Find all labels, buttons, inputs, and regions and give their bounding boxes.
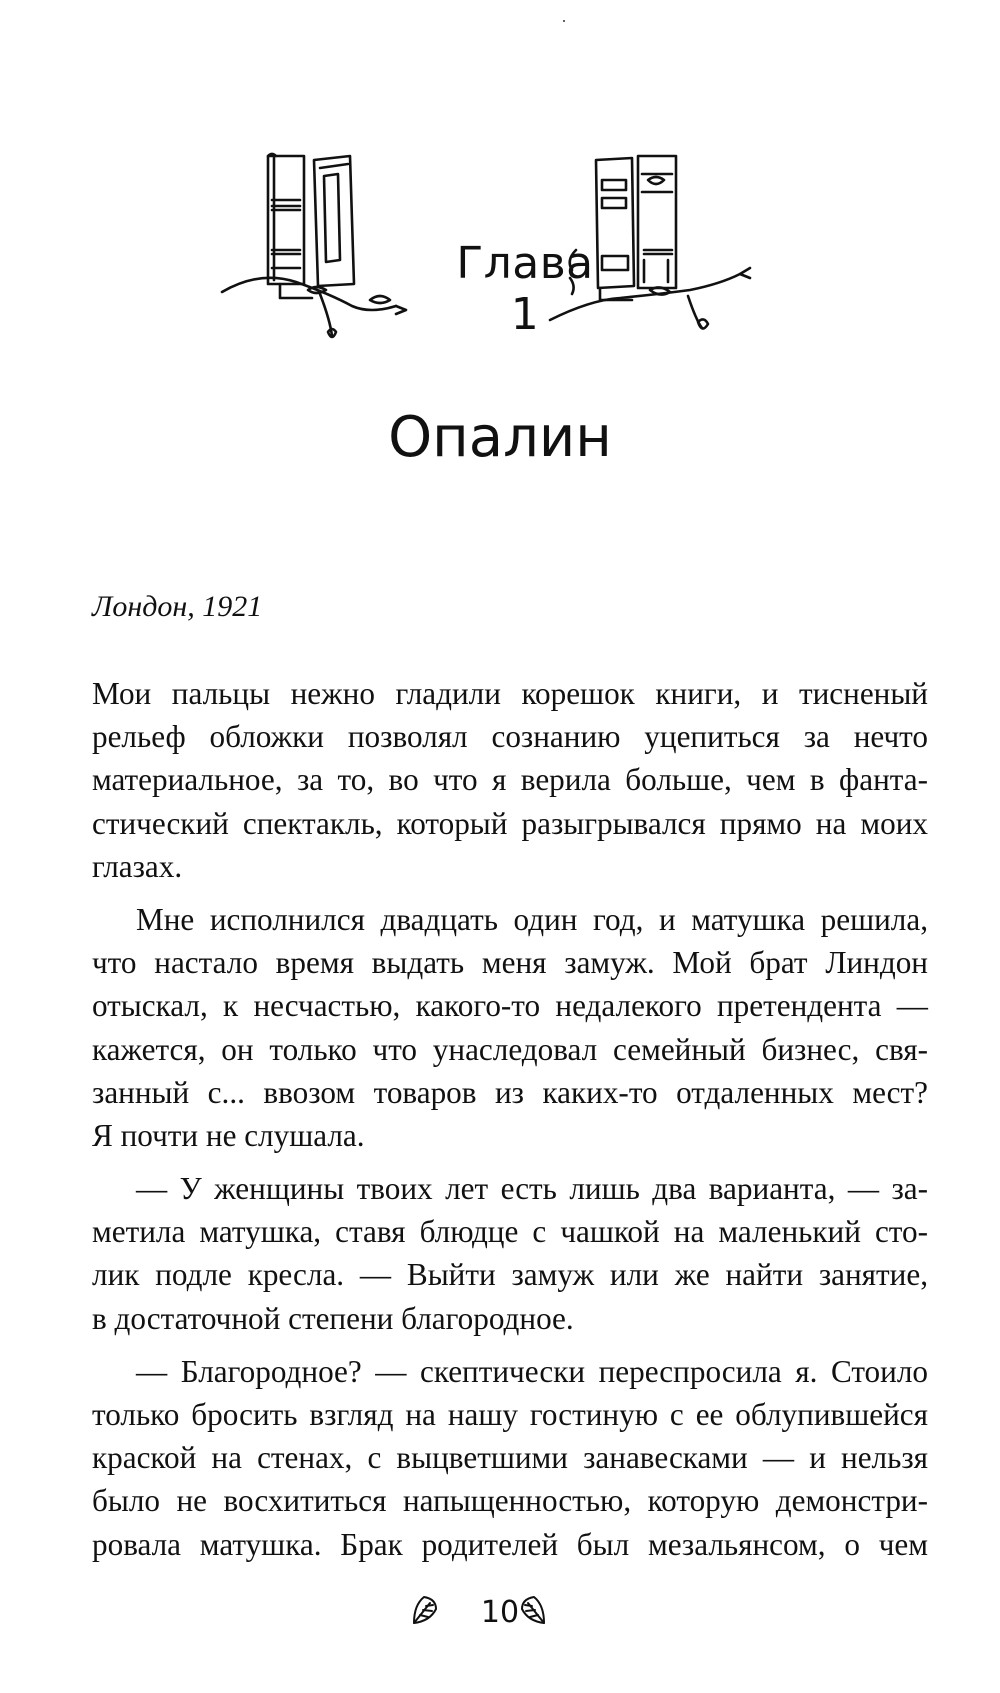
text-line: — У женщины твоих лет есть лишь два варианта, — за- [136, 1171, 928, 1207]
leaf-ornament-icon [518, 1593, 548, 1627]
text-line: отыскал, к несчастью, какого-то недалекого претендента — [92, 988, 928, 1024]
chapter-heading [220, 150, 820, 370]
dateline: Лондон, 1921 [92, 590, 263, 623]
text-line: в достаточной степени благородное. [92, 1300, 574, 1336]
text-line: — Благородное? — скептически переспросила я. Стоило [136, 1353, 928, 1389]
text-line: занный с... ввозом товаров из каких-то отдаленных мест? [92, 1074, 928, 1110]
text-line: только бросить взгляд на нашу гостиную с ее облупившейся [92, 1397, 928, 1432]
text-line: рельеф обложки позволял сознанию уцепиться за нечто [92, 719, 928, 755]
chapter-title: Опалин [388, 405, 612, 470]
leaf-ornament-icon [410, 1593, 440, 1627]
text-line: кажется, он только что унаследовал семейный бизнес, свя- [92, 1031, 928, 1067]
body-text [92, 672, 928, 1566]
text-line: материальное, за то, во что я верила больше, чем в фанта- [92, 762, 928, 798]
text-line: было не восхититься напыщенностью, которую демонстри- [92, 1483, 928, 1519]
text-line: что настало время выдать меня замуж. Мой брат Линдон [92, 945, 928, 981]
text-line: краской на стенах, с выцветшими занавесками — и нельзя [92, 1440, 928, 1476]
page-footer [0, 1585, 1000, 1645]
text-line: Я почти не слушала. [92, 1117, 365, 1153]
print-speck [563, 20, 565, 22]
text-line: метила матушка, ставя блюдце с чашкой на маленький сто- [92, 1214, 928, 1250]
text-line: ровала матушка. Брак родителей был мезальянсом, о чем [92, 1526, 928, 1562]
paragraph [92, 1350, 928, 1566]
text-line: стический спектакль, который разыгрывался прямо на моих [92, 805, 928, 841]
text-line: Мои пальцы нежно гладили корешок книги, и тисненый [92, 676, 928, 711]
paragraph [92, 898, 928, 1157]
text-line: Мне исполнился двадцать один год, и матушка решила, [136, 901, 928, 937]
chapter-number: Глава 1 [456, 238, 594, 340]
paragraph [92, 1167, 928, 1340]
text-line: лик подле кресла. — Выйти замуж или же найти занятие, [92, 1257, 928, 1293]
page-number: 10 [480, 1595, 520, 1630]
paragraph [92, 672, 928, 888]
text-line: глазах. [92, 848, 183, 884]
